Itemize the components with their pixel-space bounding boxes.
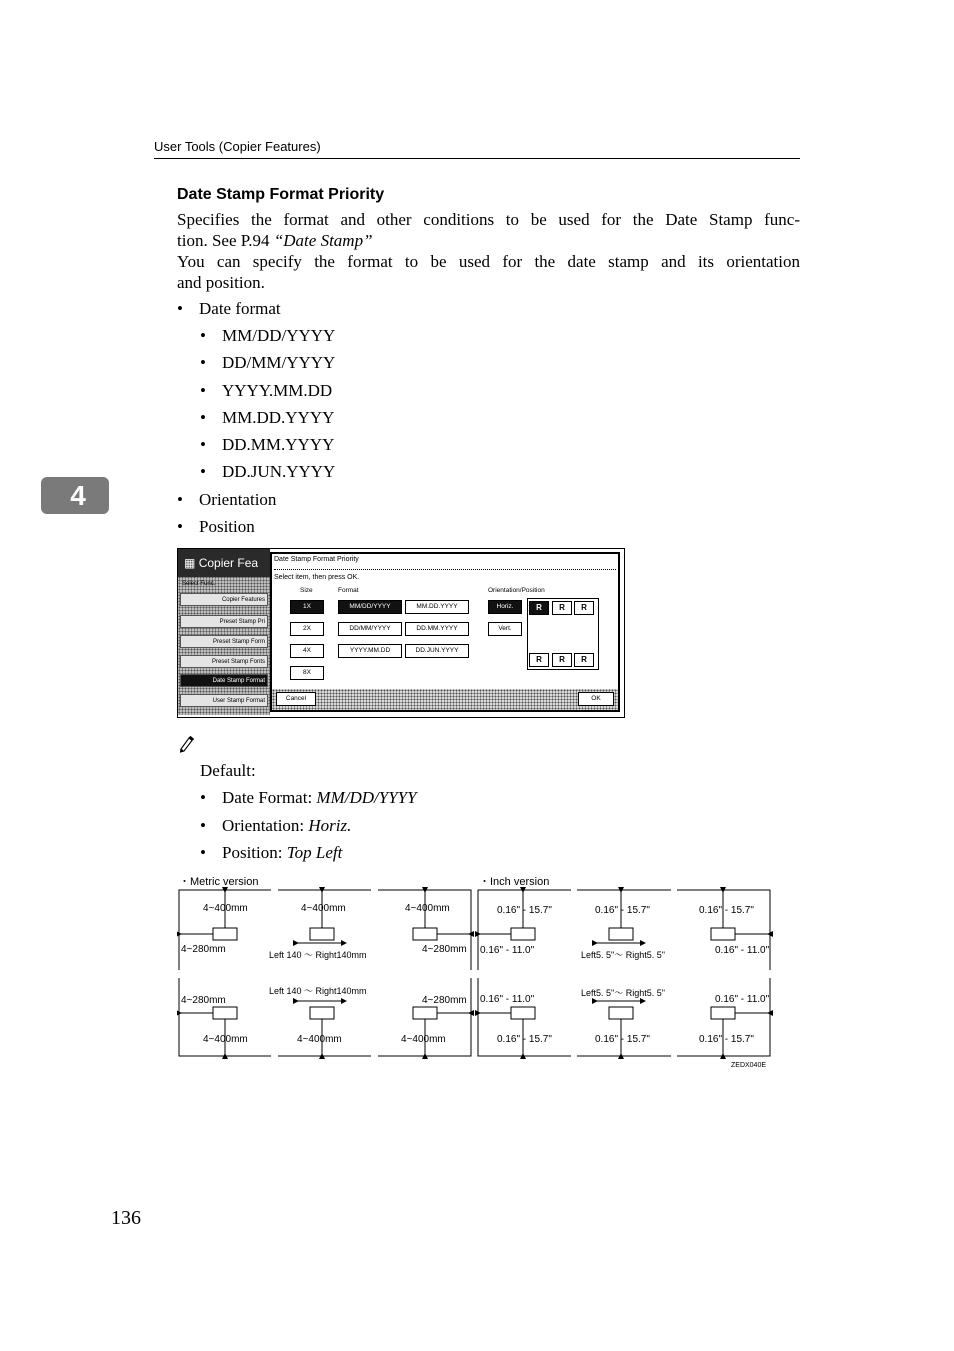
ok-button[interactable]: OK [578,692,614,706]
range-label: 0.16" - 15.7" [497,905,552,916]
format-ddmmyyyy-slash-button[interactable]: DD/MM/YYYY [338,622,402,636]
position-bottom-right-button[interactable]: R [574,653,594,667]
inch-top-center [577,890,671,960]
range-label: 4~400mm [401,1034,446,1045]
default-position: • Position: Top Left [200,843,343,862]
range-label: Left5. 5"〜 Right5. 5" [581,950,665,960]
range-label: 4~280mm [181,995,226,1006]
header-rule [154,158,800,159]
range-label: Left 140 〜 Right140mm [269,986,367,996]
format-ddjunyyyy-button[interactable]: DD.JUN.YYYY [405,644,469,658]
orientation-horiz-button[interactable]: Horiz. [488,600,522,614]
dialog-instruction: Select item, then press OK. [274,574,360,581]
range-label: 0.16" - 11.0" [480,945,535,956]
metric-top-left [179,890,271,970]
bullet-format-item: • MM.DD.YYYY [200,408,335,427]
sidebar-item[interactable]: Preset Stamp Pri [180,615,268,628]
format-mmddyyyy-dot-button[interactable]: MM.DD.YYYY [405,600,469,614]
inch-top-right [677,890,770,970]
screen-capture [177,548,625,718]
pencil-note-icon [177,735,195,753]
metric-bottom-center [269,986,371,1056]
dialog-bottom-bar [272,689,618,710]
sidebar-item[interactable]: Preset Stamp Form [180,635,268,648]
position-bottom-center-button[interactable]: R [552,653,572,667]
position-top-left-button[interactable]: R [529,601,549,615]
page-number: 136 [111,1207,141,1229]
format-ddmmyyyy-dot-button[interactable]: DD.MM.YYYY [405,622,469,636]
range-label: 4~280mm [422,995,467,1006]
sidebar-header: Select Func. [182,581,216,587]
range-label: 4~400mm [301,903,346,914]
sidebar-item-selected[interactable]: Date Stamp Format [180,674,268,687]
range-label: 0.16" - 11.0" [715,994,770,1005]
description-line: You can specify the format to be used for the date stamp and its orientation [177,252,800,271]
figure-code: ZEDX040E [731,1062,767,1069]
size-2x-button[interactable]: 2X [290,622,324,636]
inch-bottom-right [677,978,770,1056]
metric-version-label: ・Metric version [179,876,259,888]
range-label: 0.16" - 15.7" [595,1034,650,1045]
range-label: 0.16" - 11.0" [480,994,535,1005]
bullet-format-item: • YYYY.MM.DD [200,381,333,400]
description-line: Specifies the format and other conditions to be used for the Date Stamp func- [177,210,800,229]
position-bottom-left-button[interactable]: R [529,653,549,667]
copier-icon: ▦ [184,556,196,570]
description-line [177,230,800,251]
inch-bottom-left [478,978,571,1056]
inch-bottom-center [577,988,671,1056]
range-label: 0.16" - 15.7" [595,905,650,916]
default-date-format: • Date Format: MM/DD/YYYY [200,788,417,807]
default-label: Default: [200,761,256,780]
copier-window-title: ▦ Copier Fea [178,549,270,577]
section-title: Date Stamp Format Priority [177,186,385,203]
size-4x-button[interactable]: 4X [290,644,324,658]
range-label: 0.16" - 15.7" [699,1034,754,1045]
bullet-format-item: • DD.MM.YYYY [200,435,335,454]
format-mmddyyyy-slash-button[interactable]: MM/DD/YYYY [338,600,402,614]
inch-version-label: ・Inch version [479,876,550,888]
stamp-position-diagram [177,872,777,1072]
sidebar-item[interactable]: Copier Features [180,593,268,606]
description-text: tion. See P.94 [177,231,274,250]
bullet-position: • Position [177,517,255,536]
metric-top-right [378,890,471,970]
format-yyyymmdd-button[interactable]: YYYY.MM.DD [338,644,402,658]
range-label: Left 140 〜 Right140mm [269,950,367,960]
range-label: Left5. 5"〜 Right5. 5" [581,988,665,998]
bullet-date-format: • Date format [177,299,281,318]
cross-reference-link[interactable]: “Date Stamp” [273,231,373,250]
description-line: and position. [177,273,265,292]
sidebar-item[interactable]: Preset Stamp Fonts [180,655,268,668]
dialog-rule [274,569,616,570]
range-label: 4~400mm [203,1034,248,1045]
metric-top-center [269,890,371,960]
sidebar-item[interactable]: User Stamp Format [180,694,268,707]
metric-bottom-right [378,978,471,1056]
size-8x-button[interactable]: 8X [290,666,324,680]
position-top-right-button[interactable]: R [574,601,594,615]
bullet-format-item: • MM/DD/YYYY [200,326,336,345]
format-dialog [270,552,620,712]
bullet-orientation: • Orientation [177,490,277,509]
bullet-format-item: • DD/MM/YYYY [200,353,336,372]
metric-bottom-left [179,978,271,1056]
size-column-label: Size [300,587,313,594]
range-label: 4~280mm [181,944,226,955]
default-orientation: • Orientation: Horiz. [200,816,352,835]
inch-top-left [478,890,571,970]
format-column-label: Format [338,587,359,594]
chapter-number: 4 [70,480,86,511]
running-header: User Tools (Copier Features) [154,139,321,154]
range-label: 4~400mm [203,903,248,914]
position-top-center-button[interactable]: R [552,601,572,615]
range-label: 0.16" - 11.0" [715,945,770,956]
range-label: 0.16" - 15.7" [497,1034,552,1045]
range-label: 4~400mm [297,1034,342,1045]
range-label: 4~280mm [422,944,467,955]
size-1x-button[interactable]: 1X [290,600,324,614]
bullet-format-item: • DD.JUN.YYYY [200,462,336,481]
cancel-button[interactable]: Cancel [276,692,316,706]
orientation-vert-button[interactable]: Vert. [488,622,522,636]
range-label: 0.16" - 15.7" [699,905,754,916]
orientation-column-label: Orientation/Position [488,587,545,594]
range-label: 4~400mm [405,903,450,914]
dialog-title: Date Stamp Format Priority [274,556,359,563]
